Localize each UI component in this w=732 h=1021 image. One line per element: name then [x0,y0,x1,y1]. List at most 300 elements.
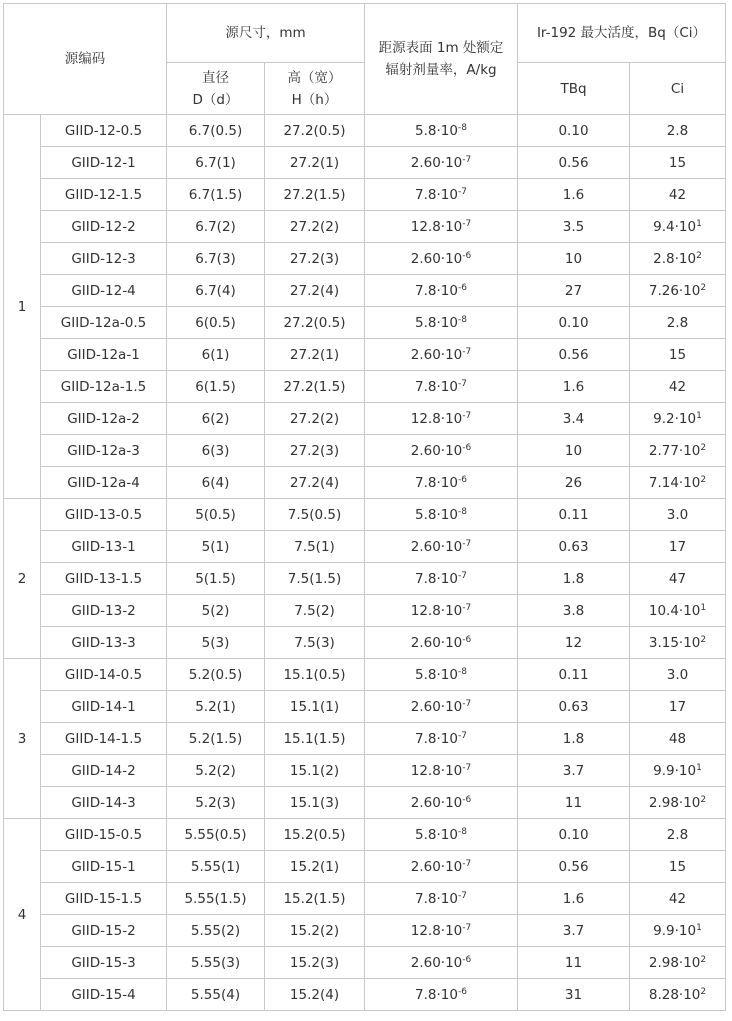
diameter-cell: 5.55(2) [167,915,265,947]
activity-ci-cell [630,979,726,1011]
activity-ci-exponent: 1 [696,762,702,773]
activity-tbq-cell: 0.63 [518,691,630,723]
dose-rate-exponent: -8 [457,314,467,325]
activity-tbq-cell: 0.10 [518,115,630,147]
activity-ci-base: 2.8·10 [653,250,697,267]
source-code-cell: GIID-12-1.5 [41,179,167,211]
activity-tbq-cell: 3.7 [518,915,630,947]
header-row-1 [4,4,726,63]
table-row [4,435,726,467]
height-cell: 15.1(0.5) [265,659,365,691]
activity-tbq-cell: 3.4 [518,403,630,435]
dose-rate-base: 12.8·10 [410,218,463,235]
dose-rate-base: 5.8·10 [415,826,458,843]
diameter-cell: 5.2(2) [167,755,265,787]
dose-rate-cell [365,563,518,595]
activity-ci-cell [630,627,726,659]
dose-rate-cell [365,435,518,467]
activity-ci-cell [630,147,726,179]
activity-ci-cell [630,115,726,147]
diameter-cell: 5(1) [167,531,265,563]
height-cell: 7.5(1.5) [265,563,365,595]
activity-ci-base: 3.0 [666,506,689,523]
dose-rate-base: 2.60·10 [410,698,463,715]
dose-rate-base: 12.8·10 [410,410,463,427]
source-code-cell: GIID-12a-2 [41,403,167,435]
group-label: 4 [4,819,41,1011]
dose-rate-exponent: -7 [462,218,472,229]
dose-rate-cell [365,691,518,723]
table-row [4,659,726,691]
table-row [4,243,726,275]
height-cell: 27.2(1.5) [265,179,365,211]
dose-rate-base: 7.8·10 [415,570,458,587]
source-code-cell: GIID-12-4 [41,275,167,307]
dose-rate-base: 7.8·10 [415,730,458,747]
activity-ci-cell [630,307,726,339]
activity-tbq-cell: 3.5 [518,211,630,243]
diameter-cell: 6(1.5) [167,371,265,403]
table-row [4,723,726,755]
table-row [4,531,726,563]
source-code-cell: GIID-13-3 [41,627,167,659]
height-cell: 27.2(4) [265,275,365,307]
diameter-cell: 5.2(1) [167,691,265,723]
dose-rate-cell [365,371,518,403]
dose-rate-exponent: -7 [462,602,472,613]
table-row [4,275,726,307]
height-cell: 7.5(0.5) [265,499,365,531]
dose-rate-base: 2.60·10 [410,538,463,555]
activity-ci-cell [630,723,726,755]
height-cell: 15.2(1.5) [265,883,365,915]
dose-rate-exponent: -6 [462,954,472,965]
activity-ci-base: 42 [668,186,687,203]
dose-rate-base: 2.60·10 [410,794,463,811]
activity-ci-base: 15 [668,346,687,363]
source-code-cell: GIID-14-0.5 [41,659,167,691]
source-code-cell: GIID-14-2 [41,755,167,787]
height-cell: 27.2(1) [265,147,365,179]
activity-ci-base: 9.9·10 [653,762,697,779]
activity-ci-base: 48 [668,730,687,747]
height-cell: 27.2(0.5) [265,307,365,339]
diameter-cell: 6.7(0.5) [167,115,265,147]
dose-rate-base: 5.8·10 [415,122,458,139]
height-cell: 15.1(1.5) [265,723,365,755]
activity-ci-exponent: 2 [700,474,707,485]
height-cell: 27.2(4) [265,467,365,499]
diameter-cell: 5.55(3) [167,947,265,979]
activity-ci-cell [630,403,726,435]
dose-rate-exponent: -6 [462,634,472,645]
activity-ci-exponent: 2 [700,986,707,997]
activity-ci-cell [630,275,726,307]
activity-tbq-cell: 3.7 [518,755,630,787]
activity-tbq-cell: 10 [518,243,630,275]
activity-ci-cell [630,563,726,595]
dose-rate-exponent: -7 [462,410,472,421]
source-code-cell: GIID-15-1.5 [41,883,167,915]
dose-rate-cell [365,307,518,339]
dose-rate-cell [365,979,518,1011]
height-cell: 7.5(1) [265,531,365,563]
activity-ci-exponent: 2 [696,250,702,261]
activity-tbq-cell: 10 [518,435,630,467]
activity-tbq-cell: 1.6 [518,179,630,211]
activity-ci-exponent: 2 [700,954,707,965]
dose-rate-cell [365,243,518,275]
activity-tbq-cell: 0.10 [518,307,630,339]
dose-rate-base: 5.8·10 [415,666,458,683]
height-cell: 27.2(3) [265,243,365,275]
header-dose-line2: 辐射剂量率，A/kg [385,62,497,78]
activity-tbq-cell: 1.6 [518,883,630,915]
dose-rate-base: 7.8·10 [415,474,458,491]
height-cell: 27.2(0.5) [265,115,365,147]
header-height-line2: H（h） [291,91,338,108]
dose-rate-cell [365,467,518,499]
table-row [4,691,726,723]
height-cell: 15.2(4) [265,979,365,1011]
activity-ci-cell [630,467,726,499]
dose-rate-exponent: -7 [462,698,472,709]
dose-rate-exponent: -8 [457,122,467,133]
dose-rate-exponent: -7 [457,378,467,389]
height-cell: 15.1(1) [265,691,365,723]
dose-rate-cell [365,115,518,147]
source-code-cell: GIID-12a-1 [41,339,167,371]
source-code-cell: GIID-15-1 [41,851,167,883]
activity-ci-base: 9.9·10 [653,922,697,939]
activity-ci-base: 3.0 [666,666,689,683]
table-row [4,371,726,403]
dose-rate-cell [365,755,518,787]
activity-ci-exponent: 1 [696,218,702,229]
activity-ci-base: 2.8 [666,314,689,331]
height-cell: 15.2(0.5) [265,819,365,851]
activity-ci-base: 15 [668,858,687,875]
source-code-cell: GIID-12-3 [41,243,167,275]
diameter-cell: 5.55(1) [167,851,265,883]
dose-rate-base: 2.60·10 [410,346,463,363]
source-code-cell: GIID-15-0.5 [41,819,167,851]
activity-ci-base: 10.4·10 [648,602,701,619]
activity-ci-cell [630,851,726,883]
table-row [4,467,726,499]
header-size: 源尺寸，mm [167,4,365,63]
height-cell: 7.5(3) [265,627,365,659]
source-code-cell: GIID-15-4 [41,979,167,1011]
activity-ci-cell [630,659,726,691]
source-code-cell: GIID-15-3 [41,947,167,979]
height-cell: 27.2(1.5) [265,371,365,403]
activity-ci-cell [630,691,726,723]
dose-rate-base: 7.8·10 [415,378,458,395]
activity-ci-base: 2.8 [666,826,689,843]
activity-ci-cell [630,787,726,819]
table-row [4,147,726,179]
height-cell: 15.2(2) [265,915,365,947]
activity-ci-base: 2.8 [666,122,689,139]
dose-rate-exponent: -6 [457,282,467,293]
source-code-cell: GIID-14-1 [41,691,167,723]
dose-rate-cell [365,339,518,371]
table-row [4,915,726,947]
diameter-cell: 6.7(1) [167,147,265,179]
activity-tbq-cell: 31 [518,979,630,1011]
diameter-cell: 5.55(0.5) [167,819,265,851]
dose-rate-base: 5.8·10 [415,314,458,331]
activity-ci-cell [630,819,726,851]
source-code-cell: GIID-12-2 [41,211,167,243]
diameter-cell: 6(3) [167,435,265,467]
height-cell: 15.2(1) [265,851,365,883]
activity-tbq-cell: 0.56 [518,339,630,371]
activity-tbq-cell: 0.56 [518,147,630,179]
activity-tbq-cell: 0.11 [518,499,630,531]
table-row [4,755,726,787]
dose-rate-exponent: -7 [462,858,472,869]
source-code-cell: GIID-13-0.5 [41,499,167,531]
dose-rate-base: 2.60·10 [410,634,463,651]
table-row [4,115,726,147]
diameter-cell: 5.2(1.5) [167,723,265,755]
dose-rate-cell [365,947,518,979]
dose-rate-exponent: -6 [462,250,472,261]
dose-rate-base: 12.8·10 [410,602,463,619]
activity-ci-cell [630,595,726,627]
activity-tbq-cell: 0.11 [518,659,630,691]
group-label: 1 [4,115,41,499]
dose-rate-cell [365,627,518,659]
activity-tbq-cell: 12 [518,627,630,659]
header-tbq: TBq [518,63,630,115]
activity-ci-base: 7.14·10 [648,474,701,491]
table-row [4,947,726,979]
height-cell: 15.1(2) [265,755,365,787]
activity-ci-base: 9.2·10 [653,410,697,427]
activity-ci-base: 17 [668,698,687,715]
activity-ci-base: 9.4·10 [653,218,697,235]
dose-rate-exponent: -7 [457,890,467,901]
header-height [265,63,365,115]
source-code-cell: GIID-14-1.5 [41,723,167,755]
dose-rate-base: 2.60·10 [410,858,463,875]
height-cell: 7.5(2) [265,595,365,627]
dose-rate-cell [365,179,518,211]
table-row [4,563,726,595]
activity-ci-base: 8.28·10 [648,986,701,1003]
dose-rate-exponent: -6 [457,986,467,997]
dose-rate-exponent: -7 [462,922,472,933]
diameter-cell: 6(2) [167,403,265,435]
table-row [4,787,726,819]
table-row [4,851,726,883]
source-code-cell: GIID-14-3 [41,787,167,819]
dose-rate-base: 2.60·10 [410,250,463,267]
group-label: 3 [4,659,41,819]
dose-rate-cell [365,915,518,947]
group-label: 2 [4,499,41,659]
activity-ci-exponent: 1 [696,410,702,421]
diameter-cell: 5(1.5) [167,563,265,595]
header-dose-rate [365,4,518,115]
dose-rate-base: 7.8·10 [415,890,458,907]
dose-rate-base: 5.8·10 [415,506,458,523]
activity-tbq-cell: 26 [518,467,630,499]
activity-ci-exponent: 1 [700,602,707,613]
activity-ci-cell [630,947,726,979]
dose-rate-base: 2.60·10 [410,442,463,459]
dose-rate-exponent: -8 [457,826,467,837]
source-code-cell: GIID-12-1 [41,147,167,179]
dose-rate-cell [365,211,518,243]
table-body [4,115,726,1011]
source-spec-table [3,3,726,1011]
diameter-cell: 5.2(0.5) [167,659,265,691]
table-row [4,307,726,339]
dose-rate-exponent: -7 [457,186,467,197]
diameter-cell: 6.7(3) [167,243,265,275]
activity-ci-cell [630,499,726,531]
activity-ci-cell [630,339,726,371]
table-row [4,499,726,531]
dose-rate-base: 12.8·10 [410,922,463,939]
table-row [4,211,726,243]
activity-ci-base: 47 [668,570,687,587]
activity-tbq-cell: 1.6 [518,371,630,403]
activity-ci-cell [630,179,726,211]
activity-tbq-cell: 27 [518,275,630,307]
activity-ci-exponent: 2 [700,442,707,453]
table-row [4,979,726,1011]
diameter-cell: 5(3) [167,627,265,659]
activity-ci-cell [630,531,726,563]
diameter-cell: 6(4) [167,467,265,499]
header-ci: Ci [630,63,726,115]
dose-rate-exponent: -7 [457,570,467,581]
dose-rate-cell [365,499,518,531]
dose-rate-cell [365,787,518,819]
activity-tbq-cell: 1.8 [518,563,630,595]
height-cell: 27.2(2) [265,403,365,435]
source-code-cell: GIID-12a-3 [41,435,167,467]
header-height-line1: 高（宽） [287,69,342,86]
header-diameter [167,63,265,115]
table-row [4,627,726,659]
diameter-cell: 5(0.5) [167,499,265,531]
diameter-cell: 6(0.5) [167,307,265,339]
height-cell: 15.1(3) [265,787,365,819]
dose-rate-exponent: -8 [457,506,467,517]
diameter-cell: 6(1) [167,339,265,371]
dose-rate-base: 2.60·10 [410,954,463,971]
source-code-cell: GIID-13-1 [41,531,167,563]
diameter-cell: 5(2) [167,595,265,627]
dose-rate-exponent: -7 [462,154,472,165]
source-code-cell: GIID-12a-0.5 [41,307,167,339]
header-activity: Ir-192 最大活度，Bq（Ci） [518,4,726,63]
activity-tbq-cell: 11 [518,787,630,819]
activity-ci-cell [630,243,726,275]
activity-ci-base: 15 [668,154,687,171]
dose-rate-cell [365,851,518,883]
activity-ci-cell [630,755,726,787]
diameter-cell: 6.7(2) [167,211,265,243]
dose-rate-exponent: -6 [462,442,472,453]
activity-ci-cell [630,883,726,915]
height-cell: 27.2(2) [265,211,365,243]
table-row [4,595,726,627]
dose-rate-exponent: -7 [462,538,472,549]
activity-tbq-cell: 11 [518,947,630,979]
dose-rate-exponent: -6 [457,474,467,485]
activity-tbq-cell: 1.8 [518,723,630,755]
activity-ci-base: 17 [668,538,687,555]
source-code-cell: GIID-15-2 [41,915,167,947]
source-code-cell: GIID-13-1.5 [41,563,167,595]
dose-rate-cell [365,723,518,755]
activity-ci-exponent: 2 [700,634,707,645]
diameter-cell: 6.7(1.5) [167,179,265,211]
dose-rate-cell [365,147,518,179]
activity-ci-cell [630,435,726,467]
dose-rate-cell [365,819,518,851]
activity-tbq-cell: 0.63 [518,531,630,563]
dose-rate-cell [365,275,518,307]
dose-rate-base: 12.8·10 [410,762,463,779]
activity-ci-exponent: 2 [700,794,707,805]
table-row [4,339,726,371]
activity-tbq-cell: 0.10 [518,819,630,851]
source-code-cell: GIID-12-0.5 [41,115,167,147]
source-code-cell: GIID-12a-1.5 [41,371,167,403]
activity-ci-base: 2.98·10 [648,954,701,971]
header-diameter-line2: D（d） [192,91,239,108]
height-cell: 15.2(3) [265,947,365,979]
diameter-cell: 6.7(4) [167,275,265,307]
dose-rate-base: 7.8·10 [415,986,458,1003]
dose-rate-cell [365,659,518,691]
table-row [4,179,726,211]
table-row [4,883,726,915]
activity-ci-cell [630,371,726,403]
table-header [4,4,726,115]
dose-rate-exponent: -7 [462,346,472,357]
dose-rate-base: 7.8·10 [415,186,458,203]
height-cell: 27.2(1) [265,339,365,371]
dose-rate-exponent: -7 [457,730,467,741]
activity-ci-base: 2.77·10 [648,442,701,459]
table-row [4,403,726,435]
activity-ci-exponent: 2 [700,282,707,293]
activity-tbq-cell: 0.56 [518,851,630,883]
dose-rate-base: 2.60·10 [410,154,463,171]
header-dose-line1: 距源表面 1m 处额定 [378,40,504,56]
dose-rate-cell [365,403,518,435]
table-row [4,819,726,851]
dose-rate-base: 7.8·10 [415,282,458,299]
dose-rate-exponent: -8 [457,666,467,677]
diameter-cell: 5.55(4) [167,979,265,1011]
dose-rate-cell [365,883,518,915]
activity-ci-base: 42 [668,378,687,395]
source-code-cell: GIID-13-2 [41,595,167,627]
activity-ci-base: 42 [668,890,687,907]
header-source-code: 源编码 [4,4,167,115]
dose-rate-cell [365,595,518,627]
